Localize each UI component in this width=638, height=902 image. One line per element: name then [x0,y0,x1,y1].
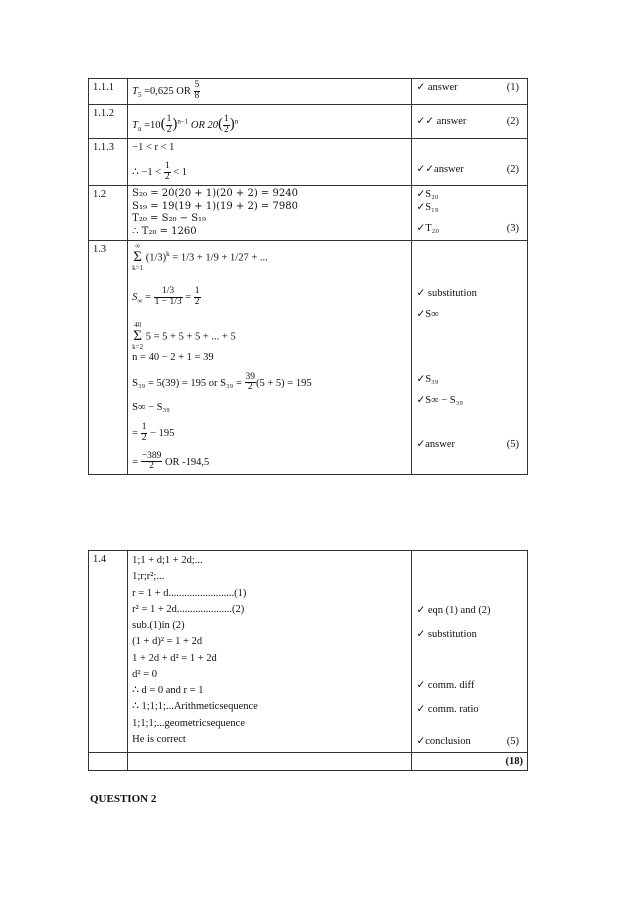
marks: ✓ answer (1) [412,79,528,105]
memo-table-2 [88,550,528,771]
working: ∞ Σ k=1 $(1/3)^k = 1/3 + 1/9 + 1/27$ + ... $S_\infty$ = $\frac{1/3}{1 - 1/3}$ = $\frac{1}{2}$ 40 Σ k=2 5 = 5 + 5 + 5 + ... + 5 n = 40 − 2 + 1 = 39 S₃₉ = 5(39) = 195 or S₃₉ = $\frac{39}{2}$ (5 + 5) = 195 S∞ − S₃₉ = $\frac{1}{2}$ − 195 = $\frac{-389}{2}$ OR -194,5 [128,241,412,475]
marks: ✓✓ answer (2) [412,104,528,138]
row-1-1-2 [89,104,528,138]
marks: ✓ eqn (1) and (2) ✓ substitution ✓ comm. diff ✓ comm. ratio ✓conclusion (5) [412,551,528,753]
total-marks: (18) [412,753,528,771]
working: $T_n =10$( $\frac{1}{2}$ )$^{n-1}$ OR 20( $\frac{1}{2}$ )$^n$ [128,104,412,138]
working: −1 < r < 1 ∴ −1 < $\frac{1}{2}$ < 1 [128,139,412,186]
question-number: 1.1.2 [89,104,128,138]
marks: ✓✓answer (2) [412,139,528,186]
row-1-4 [89,551,528,753]
row-1-1-3 [89,139,528,186]
row-1-2 [89,186,528,241]
memo-table-1 [88,78,528,475]
row-1-3 [89,241,528,475]
working: S₂₀ = 20(20 + 1)(20 + 2) = 9240 S₁₉ = 19(19 + 1)(19 + 2) = 7980 T₂₀ = S₂₀ − S₁₉ ∴ T₂₀ = 1260 [128,186,412,241]
question-number: 1.3 [89,241,128,475]
marks: ✓S₂₀ ✓S₁₉ ✓T₂₀ (3) [412,186,528,241]
working: 1;1 + d;1 + 2d;... 1;r;r²;... r = 1 + d.........................(1) r² = 1 + 2d.....................(2) sub.(1)in (2) (1 + d)² = 1 + 2d 1 + 2d + d² = 1 + 2d d² = 0 ∴ d = 0 and r = 1 ∴ 1;1;1;...Arithmeticsequence 1;1;1;...geometricsequence He is correct [128,551,412,753]
marks: ✓ substitution ✓S∞ ✓S₃₉ ✓S∞ − S₃₉ ✓answer (5) [412,241,528,475]
total-row [89,753,528,771]
question-number: 1.1.1 [89,79,128,105]
fraction: $\frac{5}{8}$ [194,80,200,101]
row-1-1-1 [89,79,528,105]
working: $T_5 =0,625$ OR $\frac{5}{8}$ [128,79,412,105]
question-number: 1.4 [89,551,128,753]
question-2-heading: QUESTION 2 [90,793,157,805]
question-number: 1.2 [89,186,128,241]
question-number: 1.1.3 [89,139,128,186]
